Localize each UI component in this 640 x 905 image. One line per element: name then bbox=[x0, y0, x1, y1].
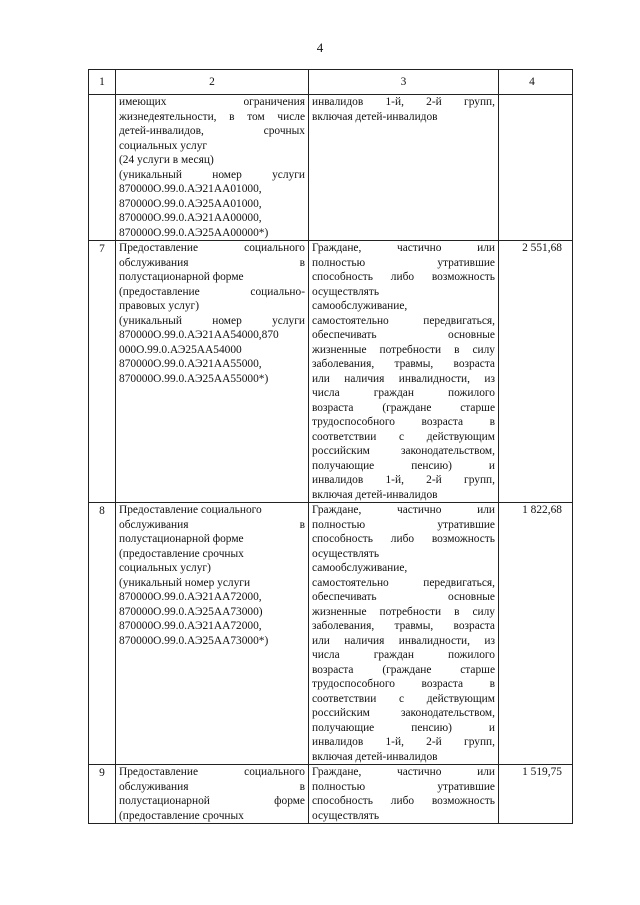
recipients-text-line: трудоспособного возраста в bbox=[312, 416, 495, 428]
service-text-line: полустационарной форме bbox=[119, 533, 244, 545]
recipients-text-line: получающие пенсию) и bbox=[312, 721, 495, 734]
recipients-cell bbox=[309, 503, 499, 765]
recipients-text-line: самостоятельно передвигаться, bbox=[312, 576, 495, 589]
service-text-line: правовых услуг) bbox=[119, 300, 200, 312]
recipients-text-line: обеспечивать основные bbox=[312, 329, 495, 341]
recipients-text-line: способность либо возможность bbox=[312, 533, 495, 545]
service-text-line: (24 услуги в месяц) bbox=[119, 154, 214, 166]
service-text-line: 870000О.99.0.АЭ25АА01000, bbox=[119, 197, 262, 210]
row-number bbox=[89, 95, 116, 241]
recipients-text-line: Граждане, частично или bbox=[312, 242, 495, 254]
table-row bbox=[89, 241, 573, 503]
recipients-text-line: самообслуживание, bbox=[312, 300, 408, 312]
recipients-text-line: осуществлять bbox=[312, 547, 380, 560]
recipients-text-line: способность либо возможность bbox=[312, 795, 495, 807]
service-text-line: 000О.99.0.АЭ25АА54000 bbox=[119, 343, 242, 356]
service-text-line: 870000О.99.0.АЭ21АА72000, bbox=[119, 591, 262, 603]
recipients-text-line: полностью утратившие bbox=[312, 518, 495, 531]
service-text-line: (уникальный номер услуги bbox=[119, 576, 251, 589]
table-row bbox=[89, 95, 573, 241]
recipients-text-line: способность либо возможность bbox=[312, 271, 495, 283]
recipients-text-line: российским законодательством, bbox=[312, 707, 495, 719]
price-cell: 1 822,68 bbox=[499, 503, 573, 765]
service-text-line: (уникальный номер услуги bbox=[119, 168, 305, 181]
service-text-line: Предоставление социального bbox=[119, 242, 305, 254]
recipients-text-line: возраста (граждане старше bbox=[312, 663, 495, 676]
recipients-text-line: обеспечивать основные bbox=[312, 591, 495, 603]
service-text-line: обслуживания в bbox=[119, 780, 305, 793]
recipients-text-line: заболевания, травмы, возраста bbox=[312, 358, 495, 370]
recipients-text-line: инвалидов 1-й, 2-й групп, bbox=[312, 736, 495, 748]
recipients-text-line: Граждане, частично или bbox=[312, 504, 495, 516]
service-text-line: Предоставление социального bbox=[119, 766, 305, 778]
service-name-cell bbox=[116, 765, 309, 824]
recipients-text-line: российским законодательством, bbox=[312, 445, 495, 457]
service-text-line: 870000О.99.0.АЭ21АА01000, bbox=[119, 183, 262, 195]
recipients-text-line: самостоятельно передвигаться, bbox=[312, 314, 495, 327]
service-text-line: (предоставление социально- bbox=[119, 285, 305, 298]
service-text-line: 870000О.99.0.АЭ25АА73000) bbox=[119, 605, 263, 618]
price-cell: 2 551,68 bbox=[499, 241, 573, 503]
header-col-4: 4 bbox=[499, 70, 573, 95]
service-text-line: (уникальный номер услуги bbox=[119, 314, 305, 327]
recipients-text-line: включая детей-инвалидов bbox=[312, 750, 438, 763]
recipients-text-line: трудоспособного возраста в bbox=[312, 678, 495, 690]
service-name-cell bbox=[116, 241, 309, 503]
service-text-line: жизнедеятельности, в том числе bbox=[119, 110, 305, 123]
recipients-text-line: получающие пенсию) и bbox=[312, 459, 495, 472]
service-text-line: социальных услуг) bbox=[119, 562, 211, 574]
row-number: 7 bbox=[89, 241, 116, 503]
header-col-2: 2 bbox=[116, 70, 309, 95]
header-col-1: 1 bbox=[89, 70, 116, 95]
service-name-cell bbox=[116, 503, 309, 765]
service-text-line: имеющих ограничения bbox=[119, 96, 305, 108]
service-text-line: детей-инвалидов, срочных bbox=[119, 125, 305, 137]
recipients-text-line: включая детей-инвалидов bbox=[312, 488, 438, 501]
service-text-line: 870000О.99.0.АЭ21АА00000, bbox=[119, 212, 262, 224]
service-text-line: 870000О.99.0.АЭ25АА00000*) bbox=[119, 226, 269, 239]
service-text-line: (предоставление срочных bbox=[119, 547, 244, 560]
service-name-cell bbox=[116, 95, 309, 241]
service-text-line: 870000О.99.0.АЭ21АА54000,870 bbox=[119, 329, 279, 341]
recipients-text-line: числа граждан пожилого bbox=[312, 387, 495, 399]
recipients-text-line: полностью утратившие bbox=[312, 780, 495, 793]
recipients-text-line: или наличия инвалидности, из bbox=[312, 372, 495, 385]
row-number: 8 bbox=[89, 503, 116, 765]
table-row bbox=[89, 503, 573, 765]
recipients-text-line: Граждане, частично или bbox=[312, 766, 495, 778]
recipients-text-line: осуществлять bbox=[312, 809, 380, 822]
recipients-text-line: жизненные потребности в силу bbox=[312, 605, 495, 618]
recipients-text-line: числа граждан пожилого bbox=[312, 649, 495, 661]
service-text-line: обслуживания в bbox=[119, 256, 305, 269]
service-text-line: 870000О.99.0.АЭ21АА55000, bbox=[119, 358, 262, 370]
recipients-text-line: или наличия инвалидности, из bbox=[312, 634, 495, 647]
recipients-text-line: инвалидов 1-й, 2-й групп, bbox=[312, 474, 495, 486]
recipients-text-line: заболевания, травмы, возраста bbox=[312, 620, 495, 632]
recipients-text-line: соответствии с действующим bbox=[312, 430, 495, 443]
page-number: 4 bbox=[316, 40, 324, 55]
table-row bbox=[89, 765, 573, 824]
recipients-text-line: самообслуживание, bbox=[312, 562, 408, 574]
price-cell: 1 519,75 bbox=[499, 765, 573, 824]
recipients-cell bbox=[309, 241, 499, 503]
recipients-text-line: включая детей-инвалидов bbox=[312, 110, 438, 123]
service-text-line: 870000О.99.0.АЭ25АА73000*) bbox=[119, 634, 269, 647]
recipients-text-line: инвалидов 1-й, 2-й групп, bbox=[312, 96, 495, 108]
service-text-line: (предоставление срочных bbox=[119, 809, 244, 822]
recipients-text-line: возраста (граждане старше bbox=[312, 401, 495, 414]
recipients-cell bbox=[309, 765, 499, 824]
recipients-text-line: полностью утратившие bbox=[312, 256, 495, 269]
table-header-row bbox=[89, 70, 573, 95]
recipients-text-line: соответствии с действующим bbox=[312, 692, 495, 705]
service-text-line: полустационарной форме bbox=[119, 795, 305, 807]
recipients-cell bbox=[309, 95, 499, 241]
service-text-line: социальных услуг bbox=[119, 139, 208, 152]
recipients-text-line: жизненные потребности в силу bbox=[312, 343, 495, 356]
recipients-text-line: осуществлять bbox=[312, 285, 380, 298]
service-text-line: 870000О.99.0.АЭ21АА72000, bbox=[119, 620, 262, 632]
service-text-line: 870000О.99.0.АЭ25АА55000*) bbox=[119, 372, 269, 385]
service-text-line: Предоставление социального bbox=[119, 504, 262, 516]
header-col-3: 3 bbox=[309, 70, 499, 95]
service-text-line: обслуживания в bbox=[119, 518, 305, 531]
price-cell bbox=[499, 95, 573, 241]
services-table bbox=[88, 69, 573, 824]
row-number: 9 bbox=[89, 765, 116, 824]
service-text-line: полустационарной форме bbox=[119, 271, 244, 283]
